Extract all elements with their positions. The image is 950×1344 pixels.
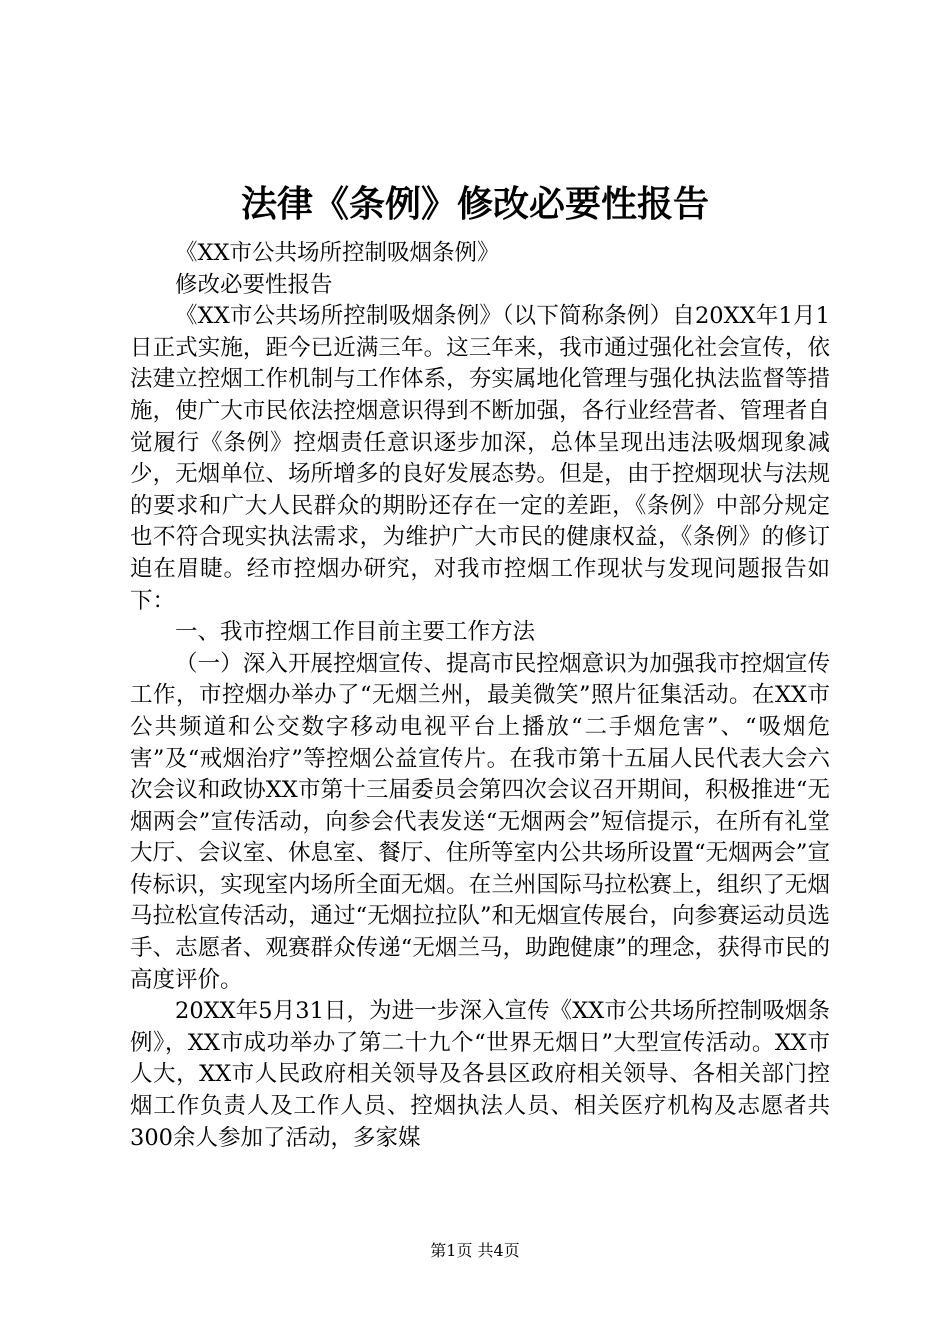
body-paragraph: 《XX市公共场所控制吸烟条例》	[175, 240, 500, 266]
body-paragraph: 一、我市控烟工作目前主要工作方法	[175, 619, 536, 646]
document-body	[130, 238, 830, 1154]
page-number-footer: 第1页 共4页	[430, 1241, 520, 1260]
body-paragraph: 《XX市公共场所控制吸烟条例》（以下简称条例）自20XX年1月1日正式实施，距今已近满三年。这三年来，我市通过强化社会宣传，依法建立控烟工作机制与工作体系，夯实属地化管理与强化执法监督等措施，使广大市民依法控烟意识得到不断加强，各行业经营者、管理者自觉履行《条例》控烟责任意识逐步加深，总体呈现出违法吸烟现象减少，无烟单位、场所增多的良好发展态势。但是，由于控烟现状与法规的要求和广大人民群众的期盼还存在一定的差距，《条例》中部分规定也不符合现实执法需求，为维护广大市民的健康权益，《条例》的修订迫在眉睫。经市控烟办研究，对我市控烟工作现状与发现问题报告如下：	[130, 303, 830, 614]
body-paragraph: 20XX年5月31日，为进一步深入宣传《XX市公共场所控制吸烟条例》，XX市成功举办了第二十九个“世界无烟日”大型宣传活动。XX市人大，XX市人民政府相关领导及各县区政府相关领导、各相关部门控烟工作负责人及工作人员、控烟执法人员、相关医疗机构及志愿者共300余人参加了活动，多家媒	[130, 998, 830, 1151]
body-paragraph: 修改必要性报告	[175, 271, 333, 298]
body-paragraph: （一）深入开展控烟宣传、提高市民控烟意识为加强我市控烟宣传工作，市控烟办举办了“无烟兰州，最美微笑”照片征集活动。在XX市公共频道和公交数字移动电视平台上播放“二手烟危害”、“吸烟危害”及“戒烟治疗”等控烟公益宣传片。在我市第十五届人民代表大会六次会议和政协XX市第十三届委员会第四次会议召开期间，积极推进“无烟两会”宣传活动，向参会代表发送“无烟两会”短信提示，在所有礼堂大厅、会议室、休息室、餐厅、住所等室内公共场所设置“无烟两会”宣传标识，实现室内场所全面无烟。在兰州国际马拉松赛上，组织了无烟马拉松宣传活动，通过“无烟拉拉队”和无烟宣传展台，向参赛运动员选手、志愿者、观赛群众传递“无烟兰马，助跑健康”的理念，获得市民的高度评价。	[130, 650, 830, 993]
document-title: 法律《条例》修改必要性报告	[240, 183, 709, 225]
